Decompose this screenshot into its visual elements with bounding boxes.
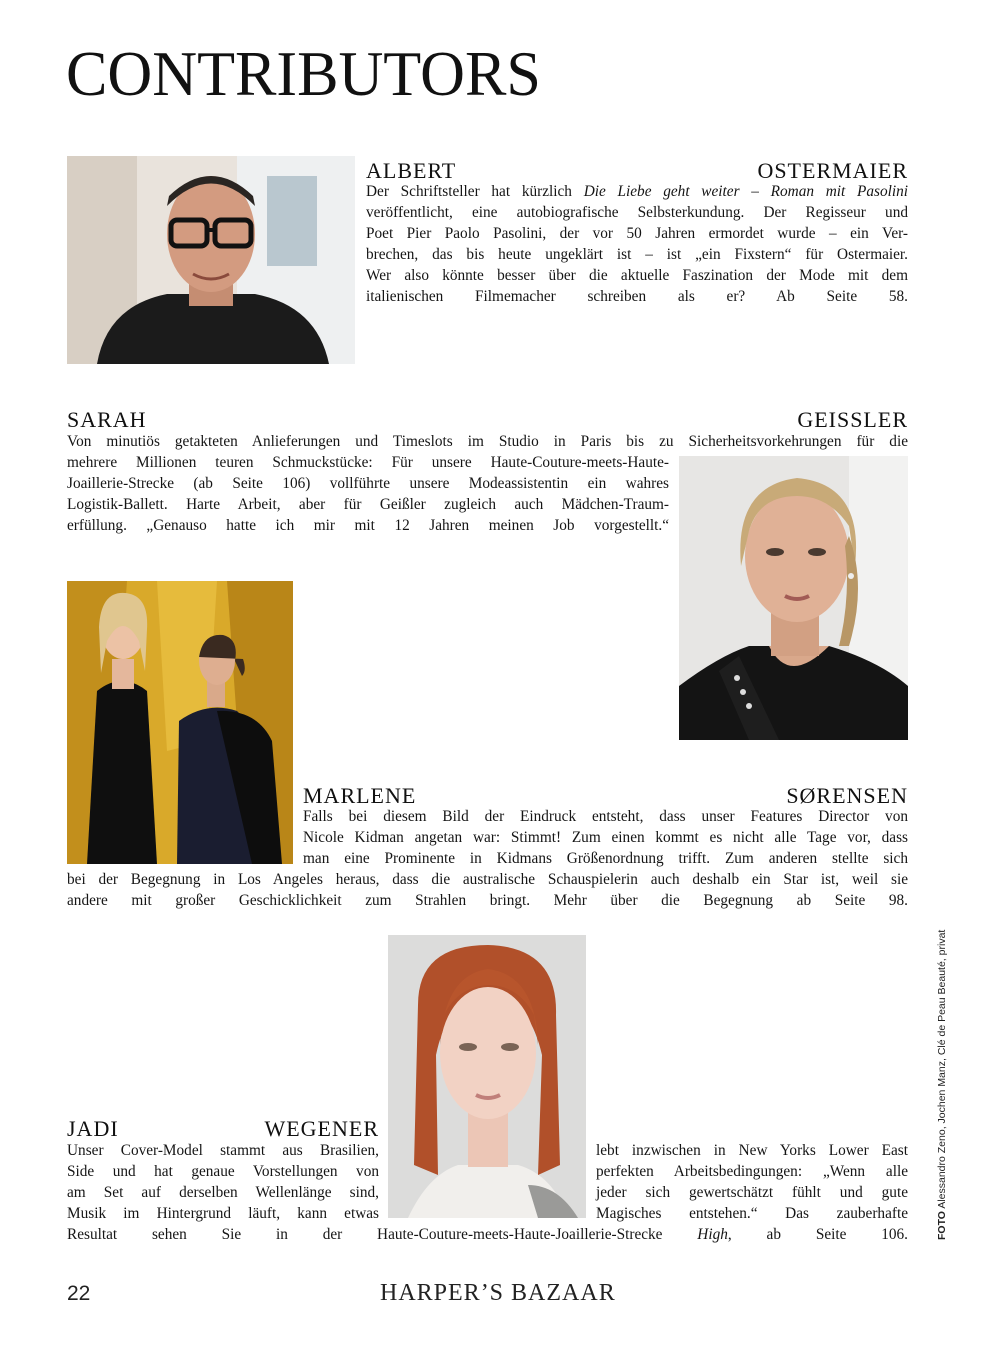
bio-line: [67, 1224, 908, 1245]
book-title: Die Liebe geht weiter – Roman mit Pasolini: [583, 183, 908, 200]
photo-albert-ostermaier: [67, 156, 355, 364]
contributor-bio: [303, 806, 908, 869]
first-name: ALBERT: [366, 158, 457, 183]
contributor-bio: [67, 431, 908, 452]
bio-line: mehrere Millionen teuren Schmuckstücke: Für unsere Haute-Couture-meets-Haute-: [67, 454, 669, 471]
last-name: WEGENER: [264, 1116, 379, 1141]
story-title: High: [697, 1226, 728, 1243]
bio-line: Falls bei diesem Bild der Eindruck entsteht, dass unser Features Director von: [303, 808, 908, 825]
bio-line: Side und hat genaue Vorstellungen von: [67, 1163, 379, 1180]
bio-line: erfüllung. „Genauso hatte ich mir mit 12 Jahren meinen Job vorgestellt.“: [67, 517, 669, 534]
bio-line: andere mit großer Geschicklichkeit zum Strahlen bringt. Mehr über die Begegnung ab Seite 98.: [67, 892, 908, 909]
bio-line: lebt inzwischen in New Yorks Lower East: [596, 1142, 908, 1159]
portrait-image: [67, 156, 355, 364]
portrait-image: [67, 581, 293, 864]
credit-text: Alessandro Zeno, Jochen Manz, Clé de Peau Beauté, privat: [936, 929, 948, 1212]
portrait-image: [679, 456, 908, 740]
contributor-bio: [366, 181, 908, 307]
bio-line: bei der Begegnung in Los Angeles heraus, dass die australische Schauspielerin auch deshalb ein Star ist, weil sie: [67, 871, 908, 888]
magazine-brand: HARPER’S BAZAAR: [380, 1280, 616, 1306]
photo-jadi-wegener: [388, 935, 586, 1218]
bio-line: Von minutiös getakteten Anlieferungen und Timeslots im Studio in Paris bis zu Sicherheitsvorkehrungen für die: [67, 433, 908, 450]
contributor-bio-continued: [67, 452, 669, 536]
bio-line: Musik im Hintergrund läuft, kann etwas: [67, 1205, 379, 1222]
bio-line: Logistik-Ballett. Harte Arbeit, aber für Geißler zugleich auch Mädchen-Traum-: [67, 496, 669, 513]
photo-marlene-sorensen: [67, 581, 293, 864]
contributor-name: [67, 407, 908, 433]
contributor-bio-continued: [67, 869, 908, 911]
bio-line: man eine Prominente in Kidmans Größenordnung trifft. Zum anderen stellte sich: [303, 850, 908, 867]
bio-text: , ab Seite 106.: [727, 1226, 908, 1243]
portrait-image: [388, 935, 586, 1218]
bio-line: am Set auf derselben Wellenlänge sind,: [67, 1184, 379, 1201]
bio-text: Der Schriftsteller hat kürzlich: [366, 183, 584, 200]
page-number: 22: [67, 1282, 91, 1305]
bio-line: perfekten Arbeitsbedingungen: „Wenn alle: [596, 1163, 908, 1180]
credit-label: FOTO: [936, 1211, 948, 1240]
bio-line: veröffentlicht, eine autobiografische Selbsterkundung. Der Regisseur und: [366, 204, 908, 221]
first-name: MARLENE: [303, 783, 417, 808]
bio-line: Magisches entstehen.“ Das zauberhafte: [596, 1205, 908, 1222]
photo-credit: [936, 910, 948, 1240]
bio-line: brechen, das bis heute ungeklärt ist – ist „ein Fixstern“ für Ostermaier.: [366, 246, 908, 263]
bio-line: Poet Pier Paolo Pasolini, der vor 50 Jahren ermordet wurde – ein Ver-: [366, 225, 908, 242]
contributor-bio-right: [596, 1140, 908, 1224]
bio-line: italienischen Filmemacher schreiben als er? Ab Seite 58.: [366, 288, 908, 305]
last-name: GEISSLER: [797, 407, 908, 432]
last-name: SØRENSEN: [786, 783, 908, 808]
bio-line: jeder sich gewertschätzt fühlt und gute: [596, 1184, 908, 1201]
bio-line: Nicole Kidman angetan war: Stimmt! Zum einen kommt es nicht alle Tage vor, dass: [303, 829, 908, 846]
bio-line: Joaillerie-Strecke (ab Seite 106) vollführte unsere Modeassistentin ein wahres: [67, 475, 669, 492]
photo-sarah-geissler: [679, 456, 908, 740]
bio-line: [366, 181, 908, 202]
bio-line: Unser Cover-Model stammt aus Brasilien,: [67, 1142, 379, 1159]
bio-line: Wer also könnte besser über die aktuelle Faszination der Mode mit dem: [366, 267, 908, 284]
last-name: OSTERMAIER: [757, 158, 908, 183]
contributor-bio-last-line: [67, 1224, 908, 1245]
contributor-name: [67, 1116, 379, 1142]
contributor-bio-left: [67, 1140, 379, 1224]
bio-text: Resultat sehen Sie in der Haute-Couture-meets-Haute-Joaillerie-Strecke: [67, 1226, 698, 1243]
first-name: SARAH: [67, 407, 147, 432]
page-title: CONTRIBUTORS: [66, 38, 541, 109]
first-name: JADI: [67, 1116, 119, 1141]
